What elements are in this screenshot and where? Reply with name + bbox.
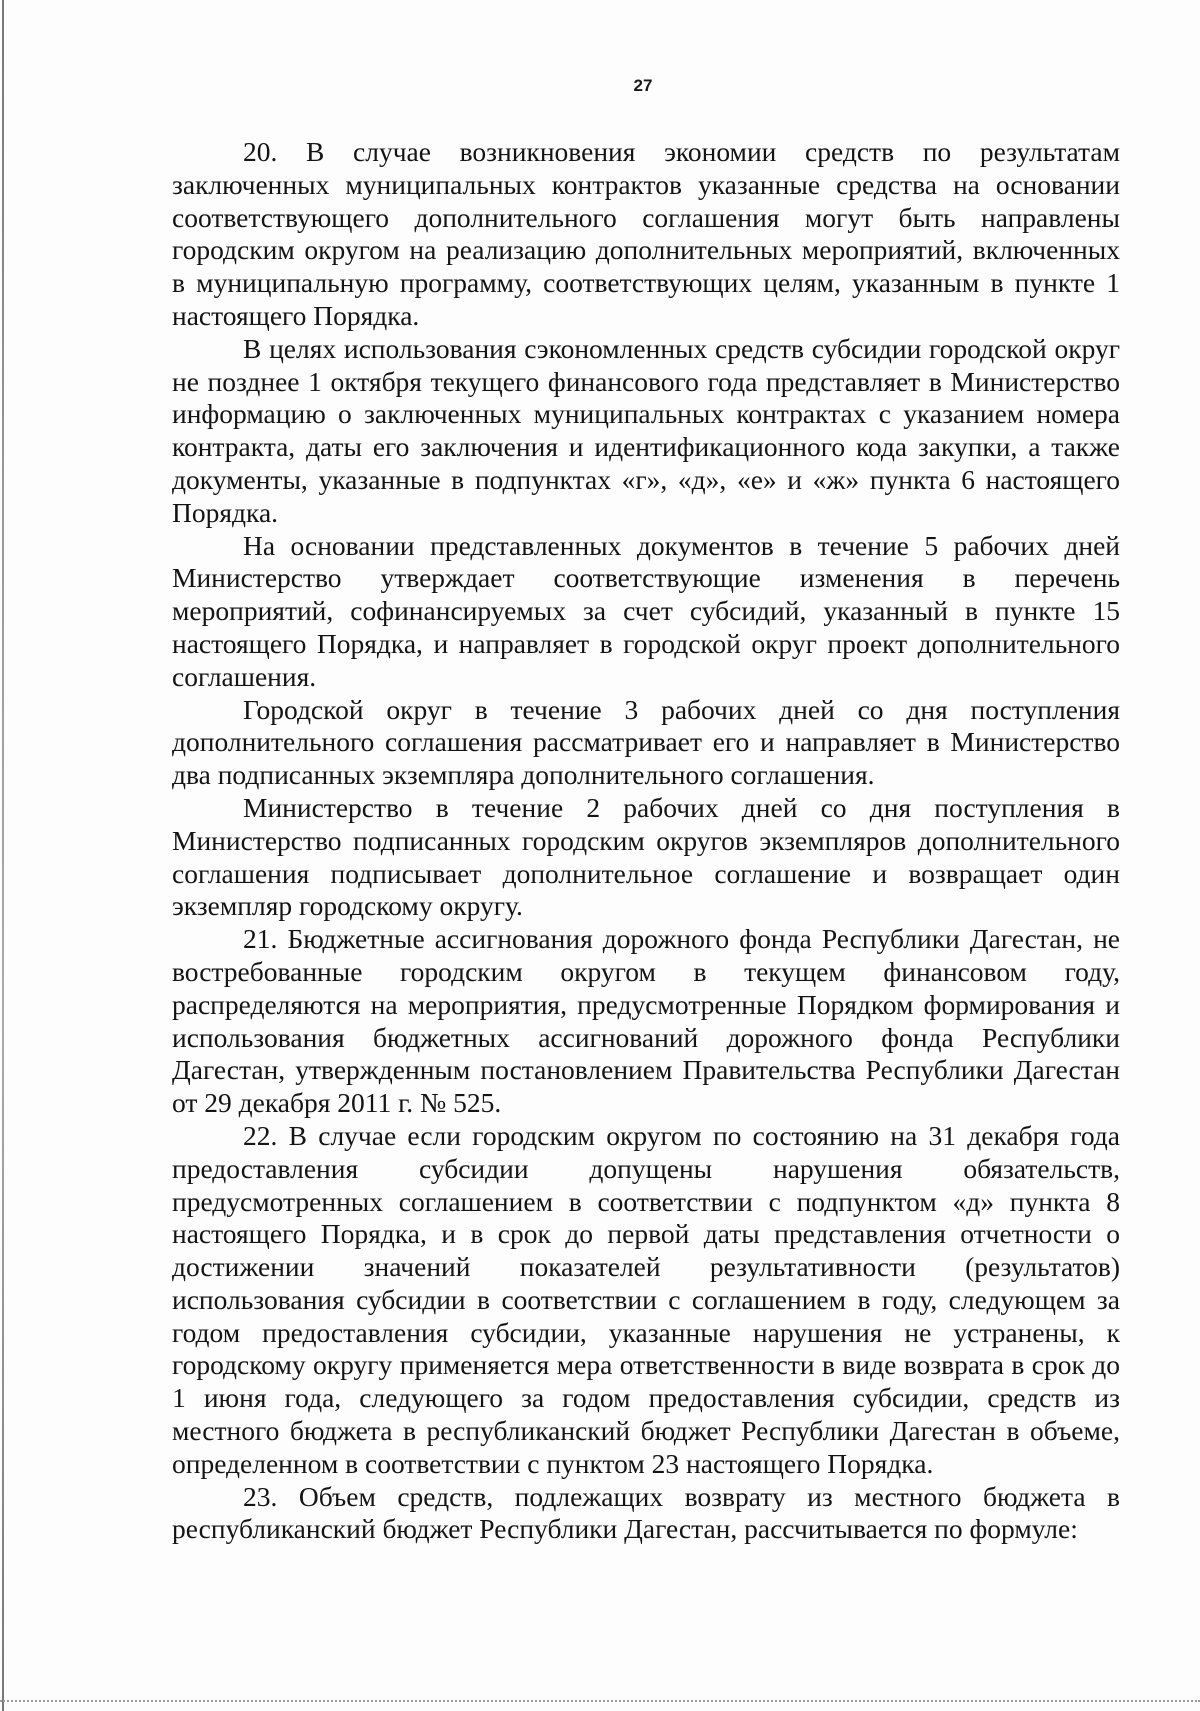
paragraph-22: 22. В случае если городским округом по состоянию на 31 декабря года предоставления субсидии допущены нарушения обязательств, предусмотренных соглашением в соответствии с подпунктом «д» пункта 8 настоящего Порядка, и в срок до первой даты представления отчетности о достижении значений показателей результативности (результатов) использования субсидии в соответствии с соглашением в году, следующем за годом предоставления субсидии, указанные нарушения не устранены, к городскому округу применяется мера ответственности в виде возврата в срок до 1 июня года, следующего за годом предоставления субсидии, средств из местного бюджета в республиканский бюджет Республики Дагестан в объеме, определенном в соответствии с пунктом 23 настоящего Порядка. <box>172 1119 1120 1479</box>
paragraph-savings-use: В целях использования сэкономленных средств субсидии городской округ не позднее 1 октября текущего финансового года представляет в Министерство информацию о заключенных муниципальных контрактах с указанием номера контракта, даты его заключения и идентификационного кода закупки, а также документы, указанные в подпунктах «г», «д», «е» и «ж» пункта 6 настоящего Порядка. <box>172 332 1120 528</box>
paragraph-city-review: Городской округ в течение 3 рабочих дней со дня поступления дополнительного соглашения рассматривает его и направляет в Министерство два подписанных экземпляра дополнительного соглашения. <box>172 693 1120 791</box>
paragraph-ministry-signing: Министерство в течение 2 рабочих дней со дня поступления в Министерство подписанных городским округов экземпляров дополнительного соглашения подписывает дополнительное соглашение и возвращает один экземпляр городскому округу. <box>172 791 1120 922</box>
scan-edge-bottom <box>0 1700 1200 1702</box>
document-body <box>172 136 1120 1546</box>
scan-edge-left <box>2 0 4 1711</box>
paragraph-23: 23. Объем средств, подлежащих возврату из местного бюджета в республиканский бюджет Республики Дагестан, рассчитывается по формуле: <box>172 1480 1120 1545</box>
page-number: 27 <box>633 76 653 95</box>
paragraph-ministry-approval: На основании представленных документов в течение 5 рабочих дней Министерство утверждает соответствующие изменения в перечень мероприятий, софинансируемых за счет субсидий, указанный в пункте 15 настоящего Порядка, и направляет в городской округ проект дополнительного соглашения. <box>172 529 1120 692</box>
paragraph-21: 21. Бюджетные ассигнования дорожного фонда Республики Дагестан, не востребованные городским округом в текущем финансовом году, распределяются на мероприятия, предусмотренные Порядком формирования и использования бюджетных ассигнований дорожного фонда Республики Дагестан, утвержденным постановлением Правительства Республики Дагестан от 29 декабря 2011 г. № 525. <box>172 923 1120 1119</box>
paragraph-20: 20. В случае возникновения экономии средств по результатам заключенных муниципальных контрактов указанные средства на основании соответствующего дополнительного соглашения могут быть направлены городским округом на реализацию дополнительных мероприятий, включенных в муниципальную программу, соответствующих целям, указанным в пункте 1 настоящего Порядка. <box>172 136 1120 331</box>
